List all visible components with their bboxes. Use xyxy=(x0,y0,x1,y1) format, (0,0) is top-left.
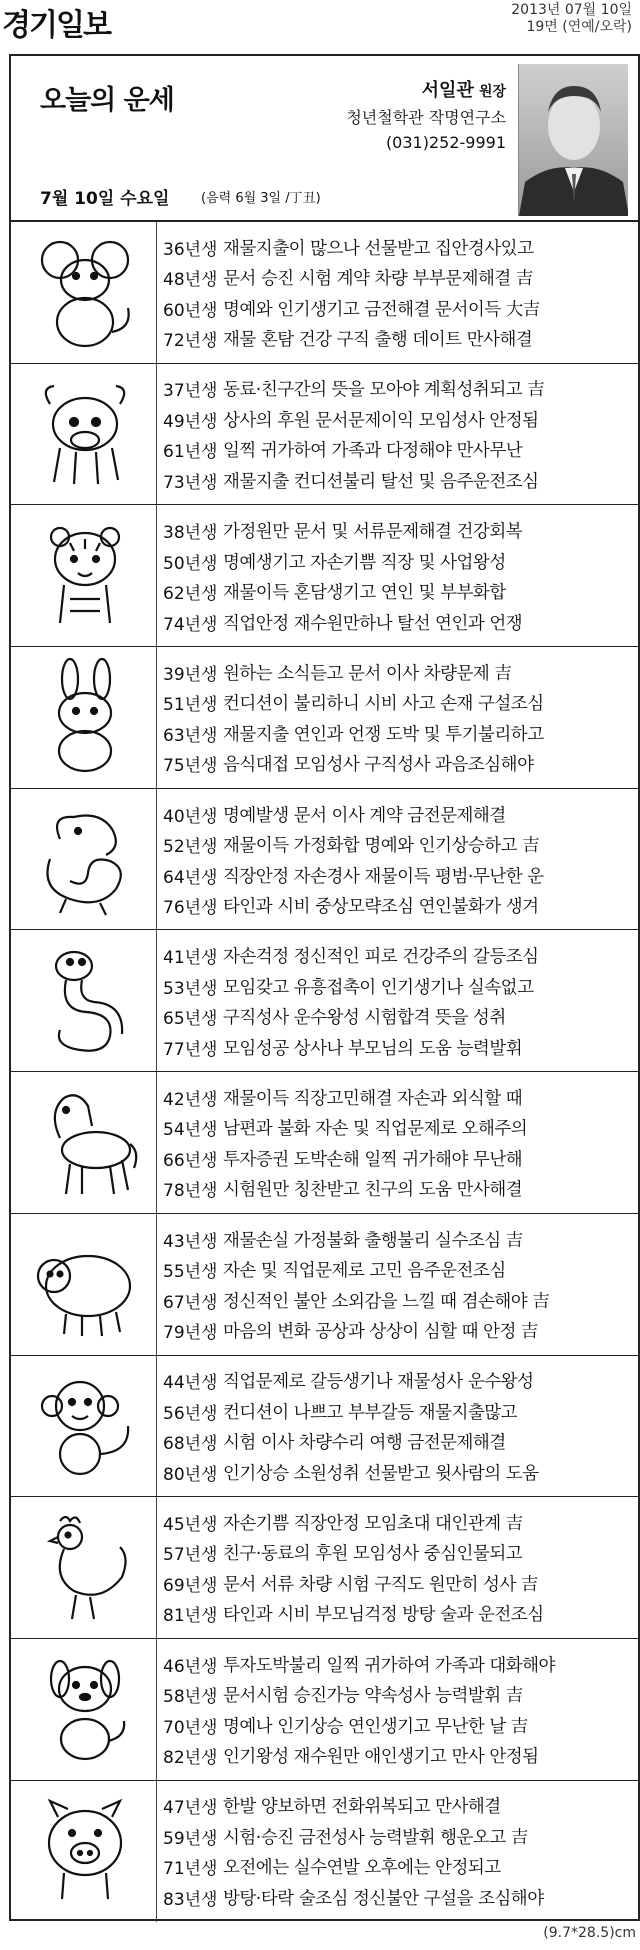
fortune-line xyxy=(163,1538,633,1569)
fortune-text: 타인과 시비 부모님걱정 방탕 술과 운전조심 xyxy=(223,1605,544,1626)
birth-year: 75년생 xyxy=(163,756,218,777)
birth-year: 54년생 xyxy=(163,1120,218,1141)
birth-year: 42년생 xyxy=(163,1089,218,1110)
fortune-line xyxy=(163,1224,633,1255)
zodiac-row-pig xyxy=(11,1781,638,1923)
fortune-text: 마음의 변화 공상과 상상이 심할 때 안정 吉 xyxy=(223,1322,538,1343)
fortune-line xyxy=(163,940,633,971)
fortune-text: 인기왕성 재수원만 애인생기고 만사 안정됨 xyxy=(223,1747,539,1768)
fortune-text: 명예나 인기상승 연인생기고 무난한 날 吉 xyxy=(223,1716,528,1737)
zodiac-row-monkey xyxy=(11,1356,638,1498)
birth-year: 50년생 xyxy=(163,553,218,574)
row-divider xyxy=(156,1356,157,1497)
birth-year: 48년생 xyxy=(163,270,218,291)
fortune-text: 직장안정 자손경사 재물이득 평범·무난한 운 xyxy=(223,866,544,887)
birth-year: 73년생 xyxy=(163,472,218,493)
fortune-text: 컨디션이 나쁘고 부부갈등 재물지출많고 xyxy=(223,1402,518,1423)
zodiac-row-snake xyxy=(11,930,638,1072)
birth-year: 74년생 xyxy=(163,614,218,635)
fortune-line xyxy=(163,1082,633,1113)
fortune-line xyxy=(163,1568,633,1599)
birth-year: 39년생 xyxy=(163,664,218,685)
fortune-text: 자손 및 직업문제로 고민 음주운전조심 xyxy=(223,1261,506,1282)
birth-year: 61년생 xyxy=(163,442,218,463)
sheep-icon xyxy=(23,1222,147,1346)
birth-year: 62년생 xyxy=(163,584,218,605)
fortune-lines xyxy=(163,1507,633,1629)
page-title: 오늘의 운세 xyxy=(40,85,174,116)
fortune-line xyxy=(163,1113,633,1144)
fortune-text: 원하는 소식듣고 문서 이사 차량문제 吉 xyxy=(223,663,512,684)
fortune-text: 모임갖고 유흥접촉이 인기생기나 실속없고 xyxy=(223,977,534,998)
fortune-line xyxy=(163,1427,633,1458)
birth-year: 37년생 xyxy=(163,381,218,402)
fortune-line xyxy=(163,1710,633,1741)
fortune-text: 상사의 후원 문서문제이익 모임성사 안정됨 xyxy=(223,410,539,431)
fortune-line xyxy=(163,293,633,324)
zodiac-row-horse xyxy=(11,1072,638,1214)
birth-year: 55년생 xyxy=(163,1262,218,1283)
birth-year: 47년생 xyxy=(163,1798,218,1819)
pig-icon xyxy=(23,1789,147,1913)
birth-year: 51년생 xyxy=(163,695,218,716)
fortune-line xyxy=(163,607,633,638)
fortune-text: 재물지출 연인과 언쟁 도박 및 투기불리하고 xyxy=(223,724,544,745)
fortune-text: 구직성사 운수왕성 시험합격 뜻을 성취 xyxy=(223,1008,506,1029)
birth-year: 80년생 xyxy=(163,1464,218,1485)
fortune-lines xyxy=(163,374,633,496)
fortune-line xyxy=(163,1740,633,1771)
author-photo xyxy=(518,64,628,216)
author-org: 청년철학관 작명연구소 xyxy=(346,108,506,127)
fortune-line xyxy=(163,657,633,688)
rabbit-icon xyxy=(23,655,147,779)
fortune-line xyxy=(163,718,633,749)
zodiac-row-tiger xyxy=(11,505,638,647)
fortune-line xyxy=(163,799,633,830)
fortune-text: 직업안정 재수원만하나 탈선 연인과 언쟁 xyxy=(223,613,523,634)
horse-icon xyxy=(23,1080,147,1204)
fortune-lines xyxy=(163,1082,633,1204)
row-divider xyxy=(156,647,157,788)
fortune-line xyxy=(163,263,633,294)
fortune-text: 문서 승진 시험 계약 차량 부부문제해결 吉 xyxy=(223,269,533,290)
fortune-line xyxy=(163,232,633,263)
fortune-line xyxy=(163,1791,633,1822)
rooster-icon xyxy=(23,1505,147,1629)
row-divider xyxy=(156,930,157,1071)
birth-year: 81년생 xyxy=(163,1606,218,1627)
fortune-text: 재물지출이 많으나 선물받고 집안경사있고 xyxy=(223,238,534,259)
row-divider xyxy=(156,364,157,505)
fortune-text: 시험 이사 차량수리 여행 금전문제해결 xyxy=(223,1433,506,1454)
author-name: 서일관 xyxy=(421,80,474,101)
birth-year: 72년생 xyxy=(163,331,218,352)
row-divider xyxy=(156,222,157,363)
fortune-line xyxy=(163,1599,633,1630)
tiger-icon xyxy=(23,513,147,637)
birth-year: 83년생 xyxy=(163,1889,218,1910)
fortune-line xyxy=(163,374,633,405)
fortune-text: 가정원만 문서 및 서류문제해결 건강회복 xyxy=(223,522,523,543)
birth-year: 60년생 xyxy=(163,300,218,321)
fortune-text: 컨디션이 불리하니 시비 사고 손재 구설조심 xyxy=(223,694,544,715)
fortune-line xyxy=(163,749,633,780)
dragon-icon xyxy=(23,797,147,921)
birth-year: 56년생 xyxy=(163,1403,218,1424)
fortune-line xyxy=(163,465,633,496)
birth-year: 40년생 xyxy=(163,806,218,827)
fortune-lines xyxy=(163,232,633,354)
fortune-line xyxy=(163,1032,633,1063)
fortune-text: 한발 양보하면 전화위복되고 만사해결 xyxy=(223,1797,501,1818)
birth-year: 36년생 xyxy=(163,239,218,260)
fortune-line xyxy=(163,1285,633,1316)
fortune-line xyxy=(163,1679,633,1710)
fortune-text: 투자도박불리 일찍 귀가하여 가족과 대화해야 xyxy=(223,1655,555,1676)
fortune-line xyxy=(163,1396,633,1427)
fortune-lines xyxy=(163,657,633,779)
fortune-text: 일찍 귀가하여 가족과 다정해야 만사무난 xyxy=(223,441,523,462)
fortune-lines xyxy=(163,940,633,1062)
fortune-text: 자손기쁨 직장안정 모임초대 대인관계 吉 xyxy=(223,1513,523,1534)
birth-year: 78년생 xyxy=(163,1181,218,1202)
snake-icon xyxy=(23,938,147,1062)
fortune-lines xyxy=(163,799,633,921)
fortune-line xyxy=(163,1366,633,1397)
birth-year: 71년생 xyxy=(163,1859,218,1880)
fortune-line xyxy=(163,515,633,546)
fortune-line xyxy=(163,404,633,435)
masthead xyxy=(0,0,640,56)
fortune-line xyxy=(163,1254,633,1285)
newspaper-logo: 경기일보 xyxy=(2,8,110,43)
fortune-text: 모임성공 상사나 부모님의 도움 능력발휘 xyxy=(223,1038,523,1059)
fortune-text: 동료·친구간의 뜻을 모아야 계획성취되고 吉 xyxy=(223,380,545,401)
dog-icon xyxy=(23,1647,147,1771)
horoscope-header xyxy=(11,56,638,222)
fortune-line xyxy=(163,1821,633,1852)
fortune-text: 투자증권 도박손해 일찍 귀가해야 무난해 xyxy=(223,1149,523,1170)
birth-year: 66년생 xyxy=(163,1150,218,1171)
fortune-line xyxy=(163,1882,633,1913)
fortune-lines xyxy=(163,1791,633,1913)
row-divider xyxy=(156,1072,157,1213)
lunar-date: (음력 6월 3일 /丁丑) xyxy=(201,191,321,206)
fortune-text: 재물이득 가정화합 명예와 인기상승하고 吉 xyxy=(223,836,540,856)
fortune-text: 재물이득 직장고민해결 자손과 외식할 때 xyxy=(223,1088,523,1109)
fortune-text: 재물손실 가정불화 출행불리 실수조심 吉 xyxy=(223,1230,523,1251)
fortune-lines xyxy=(163,1649,633,1771)
fortune-text: 자손걱정 정신적인 피로 건강주의 갈등조심 xyxy=(223,947,539,968)
fortune-line xyxy=(163,971,633,1002)
author-title: 원장 xyxy=(478,84,506,100)
birth-year: 63년생 xyxy=(163,725,218,746)
birth-year: 52년생 xyxy=(163,837,218,857)
fortune-lines xyxy=(163,1224,633,1346)
birth-year: 68년생 xyxy=(163,1434,218,1455)
birth-year: 70년생 xyxy=(163,1717,218,1738)
birth-year: 69년생 xyxy=(163,1575,218,1596)
dateline xyxy=(511,2,632,36)
issue-date: 2013년 07월 10일 xyxy=(511,2,632,18)
fortune-text: 명예생기고 자손기쁨 직장 및 사업왕성 xyxy=(223,552,506,573)
horoscope-box xyxy=(9,54,640,1921)
fortune-text: 문서 서류 차량 시험 구직도 원만히 성사 吉 xyxy=(223,1574,538,1595)
weekday-date: 7월 10일 수요일 xyxy=(40,189,170,209)
fortune-line xyxy=(163,890,633,921)
fortune-text: 친구·동료의 후원 모임성사 중심인물되고 xyxy=(223,1544,523,1565)
zodiac-row-sheep xyxy=(11,1214,638,1356)
print-size-note: (9.7*28.5)cm xyxy=(543,1925,636,1941)
fortune-line xyxy=(163,324,633,355)
fortune-line xyxy=(163,435,633,466)
row-divider xyxy=(156,505,157,646)
monkey-icon xyxy=(23,1364,147,1488)
fortune-text: 명예와 인기생기고 금전해결 문서이득 大吉 xyxy=(223,299,540,320)
zodiac-row-rabbit xyxy=(11,647,638,789)
fortune-line xyxy=(163,1457,633,1488)
zodiac-row-rat xyxy=(11,222,638,364)
rat-icon xyxy=(23,230,147,354)
zodiac-list xyxy=(11,222,638,1922)
birth-year: 41년생 xyxy=(163,948,218,969)
birth-year: 53년생 xyxy=(163,978,218,999)
birth-year: 65년생 xyxy=(163,1009,218,1030)
fortune-line xyxy=(163,1852,633,1883)
fortune-line xyxy=(163,1315,633,1346)
fortune-text: 시험·승진 금전성사 능력발휘 행운오고 吉 xyxy=(223,1827,528,1848)
row-divider xyxy=(156,1639,157,1780)
zodiac-row-rooster xyxy=(11,1497,638,1639)
birth-year: 44년생 xyxy=(163,1373,218,1394)
fortune-text: 재물이득 혼담생기고 연인 및 부부화합 xyxy=(223,583,506,604)
birth-year: 46년생 xyxy=(163,1656,218,1677)
fortune-lines xyxy=(163,1366,633,1488)
birth-year: 45년생 xyxy=(163,1514,218,1535)
fortune-line xyxy=(163,1649,633,1680)
fortune-line xyxy=(163,1001,633,1032)
fortune-line xyxy=(163,829,633,860)
fortune-line xyxy=(163,1174,633,1205)
birth-year: 77년생 xyxy=(163,1039,218,1060)
fortune-text: 정신적인 불안 소외감을 느낄 때 겸손해야 吉 xyxy=(223,1291,550,1312)
fortune-text: 시험원만 칭찬받고 친구의 도움 만사해결 xyxy=(223,1180,523,1201)
fortune-text: 재물 혼탐 건강 구직 출행 데이트 만사해결 xyxy=(223,330,533,351)
fortune-line xyxy=(163,1507,633,1538)
birth-year: 59년생 xyxy=(163,1828,218,1849)
ox-icon xyxy=(23,372,147,496)
fortune-text: 문서시험 승진가능 약속성사 능력발휘 吉 xyxy=(223,1686,523,1707)
fortune-line xyxy=(163,546,633,577)
row-divider xyxy=(156,1214,157,1355)
fortune-text: 음식대접 모임성사 구직성사 과음조심해야 xyxy=(223,755,534,776)
birth-year: 38년생 xyxy=(163,523,218,544)
row-divider xyxy=(156,1781,157,1923)
page-section: 19면 (연예/오락) xyxy=(526,19,632,35)
fortune-text: 명예발생 문서 이사 계약 금전문제해결 xyxy=(223,805,506,826)
zodiac-row-dog xyxy=(11,1639,638,1781)
fortune-line xyxy=(163,688,633,719)
birth-year: 57년생 xyxy=(163,1545,218,1566)
row-divider xyxy=(156,789,157,930)
row-divider xyxy=(156,1497,157,1638)
birth-year: 82년생 xyxy=(163,1748,218,1769)
fortune-text: 남편과 불화 자손 및 직업문제로 오해주의 xyxy=(223,1119,528,1140)
zodiac-row-ox xyxy=(11,364,638,506)
birth-year: 67년생 xyxy=(163,1292,218,1313)
birth-year: 58년생 xyxy=(163,1687,218,1708)
fortune-text: 오전에는 실수연발 오후에는 안정되고 xyxy=(223,1858,501,1879)
fortune-text: 재물지출 컨디션불리 탈선 및 음주운전조심 xyxy=(223,471,539,492)
fortune-text: 인기상승 소원성취 선물받고 윗사람의 도움 xyxy=(223,1463,539,1484)
birth-year: 79년생 xyxy=(163,1323,218,1344)
fortune-text: 직업문제로 갈등생기나 재물성사 운수왕성 xyxy=(223,1372,534,1393)
fortune-text: 방탕·타락 술조심 정신불안 구설을 조심해야 xyxy=(223,1888,544,1909)
author-info xyxy=(346,78,506,155)
fortune-line xyxy=(163,860,633,891)
author-phone: (031)252-9991 xyxy=(385,133,506,152)
birth-year: 76년생 xyxy=(163,898,218,918)
fortune-text: 타인과 시비 중상모략조심 연인불화가 생겨 xyxy=(223,897,539,917)
fortune-line xyxy=(163,1143,633,1174)
fortune-line xyxy=(163,576,633,607)
zodiac-row-dragon xyxy=(11,789,638,931)
birth-year: 43년생 xyxy=(163,1231,218,1252)
fortune-lines xyxy=(163,515,633,637)
birth-year: 49년생 xyxy=(163,411,218,432)
birth-year: 64년생 xyxy=(163,867,218,888)
